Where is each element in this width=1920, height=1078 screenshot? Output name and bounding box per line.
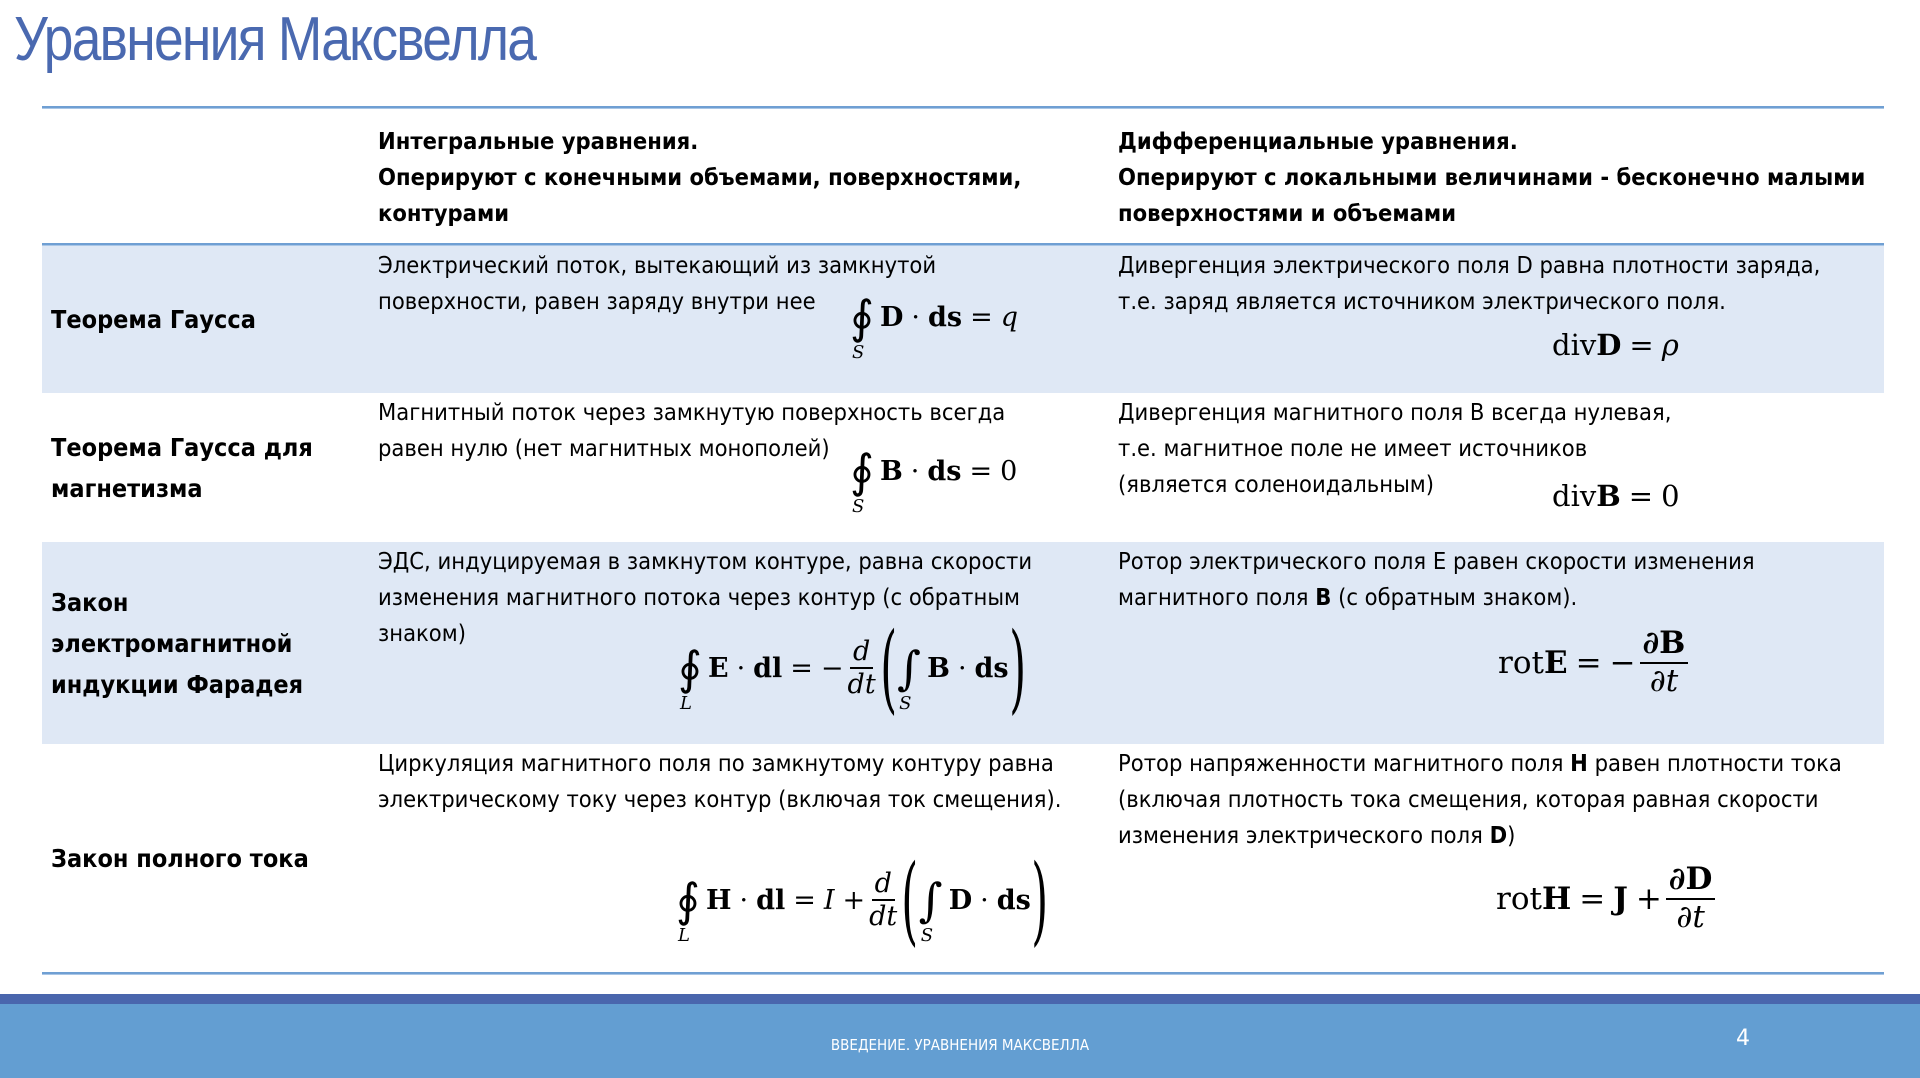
differential-description: т.е. заряд является источником электрического поля.: [1118, 287, 1726, 315]
row-label: индукции Фарадея: [51, 669, 304, 699]
gauss-magnetism-differential-formula: div B = 0: [1552, 479, 1680, 513]
differential-description: Ротор напряженности магнитного поля H равен плотности тока: [1118, 749, 1842, 777]
surface-integral-symbol: ∫ S: [897, 641, 922, 714]
gauss-differential-formula: div D = ρ: [1552, 328, 1679, 362]
row-label-cell: [42, 542, 370, 744]
integral-description: ЭДС, индуцируемая в замкнутом контуре, равна скорости: [378, 547, 1033, 575]
table-row-gauss-magnetism: [42, 393, 1884, 542]
table-row-ampere: [42, 744, 1884, 972]
row-label: Теорема Гаусса для: [51, 432, 313, 462]
row-label-cell: [42, 744, 370, 972]
ampere-differential-formula: rot H = J + $\frac{\partial D}{\partial t}$: [1496, 862, 1719, 935]
integral-cell: [370, 246, 1110, 393]
contour-integral-symbol: ∮ L: [676, 873, 700, 946]
partial-derivative-fraction: $\frac{\partial D}{\partial t}$: [1666, 862, 1715, 935]
time-derivative-fraction: $\frac{d}{dt}$: [869, 867, 898, 932]
left-paren: (: [901, 844, 919, 956]
differential-description: (включая плотность тока смещения, которая равная скорости: [1118, 785, 1819, 813]
differential-description: (является соленоидальным): [1118, 470, 1435, 498]
differential-description: магнитного поля B (с обратным знаком).: [1118, 583, 1578, 611]
header-empty-cell: [42, 109, 370, 243]
differential-description: Дивергенция электрического поля D равна плотности заряда,: [1118, 251, 1821, 279]
header-differential-line: Оперируют с локальными величинами - бесконечно малыми: [1118, 163, 1866, 191]
row-label-cell: [42, 393, 370, 542]
integral-description: Циркуляция магнитного поля по замкнутому контуру равна: [378, 749, 1054, 777]
row-label: магнетизма: [51, 473, 203, 503]
faraday-differential-formula: rot E = − $\frac{\partial B}{\partial t}$: [1498, 626, 1692, 699]
differential-description: изменения электрического поля D): [1118, 821, 1516, 849]
faraday-integral-formula: ∮ L E · dl = − $\frac{d}{dt}$ ( ∫ S B · ds ): [678, 612, 1026, 724]
integral-description: знаком): [378, 619, 466, 647]
slide-footer: [0, 1004, 1920, 1078]
ampere-integral-formula: ∮ L H · dl = I + $\frac{d}{dt}$ ( ∫ S D · ds ): [676, 844, 1048, 956]
contour-integral-symbol: ∮ S: [850, 290, 874, 363]
header-integral-line: Оперируют с конечными объемами, поверхностями,: [378, 163, 1022, 191]
row-label: Закон: [51, 587, 129, 617]
left-paren: (: [879, 612, 897, 724]
page-number: 4: [1736, 1026, 1750, 1051]
header-integral-line: Интегральные уравнения.: [378, 127, 699, 155]
integral-description: равен нулю (нет магнитных монополей): [378, 434, 830, 462]
gauss-integral-formula: ∮ S D · ds = q: [850, 290, 1018, 363]
header-differential-line: Дифференциальные уравнения.: [1118, 127, 1518, 155]
surface-integral-symbol: ∫ S: [918, 873, 943, 946]
differential-cell: [1110, 744, 1884, 972]
integral-cell: [370, 393, 1110, 542]
differential-description: Дивергенция магнитного поля B всегда нулевая,: [1118, 398, 1672, 426]
row-label: электромагнитной: [51, 628, 293, 658]
header-integral: [370, 109, 1110, 243]
footer-title: ВВЕДЕНИЕ. УРАВНЕНИЯ МАКСВЕЛЛА: [830, 1036, 1090, 1054]
slide-title: Уравнения Максвелла: [14, 5, 536, 74]
differential-cell: [1110, 542, 1884, 744]
row-label-cell: [42, 246, 370, 393]
right-paren: ): [1031, 844, 1048, 956]
integral-description: Электрический поток, вытекающий из замкнутой: [378, 251, 937, 279]
differential-cell: [1110, 246, 1884, 393]
header-differential: [1110, 109, 1884, 243]
row-label: Закон полного тока: [51, 843, 309, 873]
contour-integral-symbol: ∮ L: [678, 641, 702, 714]
table-row-gauss: [42, 246, 1884, 393]
table-bottom-rule: [42, 972, 1884, 975]
maxwell-equations-table: [42, 106, 1884, 975]
time-derivative-fraction: $\frac{d}{dt}$: [847, 635, 876, 700]
right-paren: ): [1008, 612, 1026, 724]
integral-cell: [370, 542, 1110, 744]
footer-accent-band: [0, 994, 1920, 1004]
integral-description: поверхности, равен заряду внутри нее: [378, 287, 816, 315]
differential-description: Ротор электрического поля E равен скорости изменения: [1118, 547, 1755, 575]
contour-integral-symbol: ∮ S: [850, 444, 874, 517]
header-differential-line: поверхностями и объемами: [1118, 199, 1457, 227]
row-label: Теорема Гаусса: [51, 305, 256, 334]
differential-description: т.е. магнитное поле не имеет источников: [1118, 434, 1588, 462]
integral-cell: [370, 744, 1110, 972]
integral-description: Магнитный поток через замкнутую поверхность всегда: [378, 398, 1006, 426]
gauss-magnetism-integral-formula: ∮ S B · ds = 0: [850, 444, 1018, 517]
partial-derivative-fraction: $\frac{\partial B}{\partial t}$: [1640, 626, 1689, 699]
table-header-row: [42, 109, 1884, 243]
integral-description: электрическому току через контур (включая ток смещения).: [378, 785, 1062, 813]
integral-description: изменения магнитного потока через контур (с обратным: [378, 583, 1020, 611]
differential-cell: [1110, 393, 1884, 542]
header-integral-line: контурами: [378, 199, 510, 227]
table-row-faraday: [42, 542, 1884, 744]
